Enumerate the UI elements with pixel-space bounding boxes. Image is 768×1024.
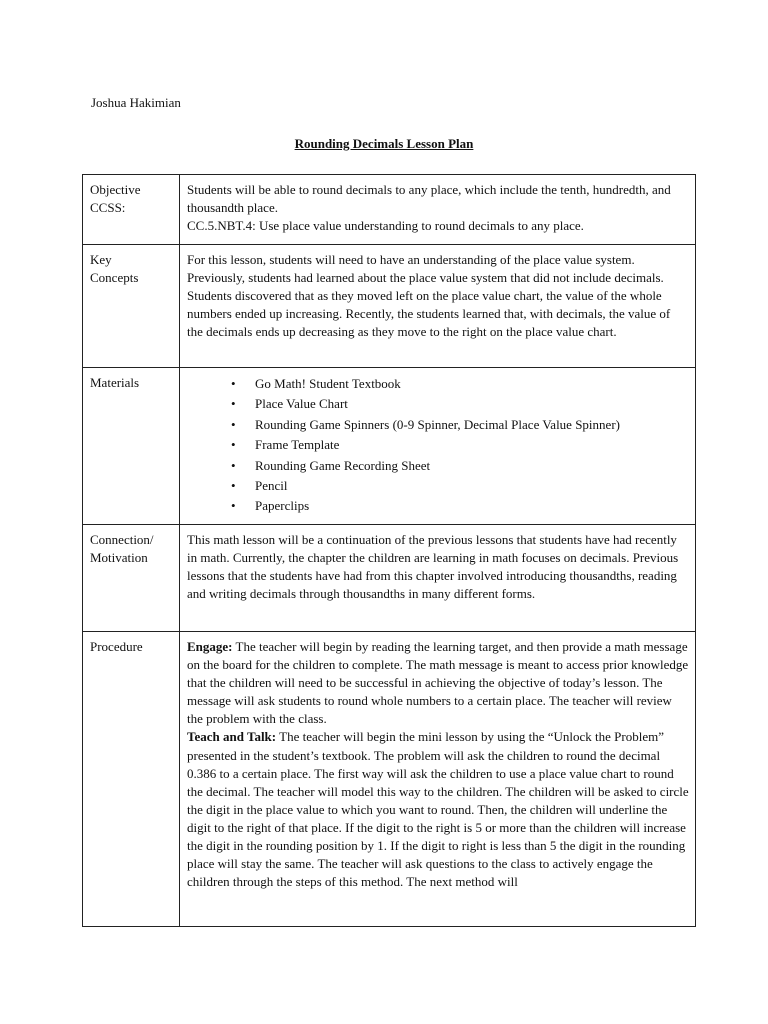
list-item: • Rounding Game Spinners (0-9 Spinner, Decimal Place Value Spinner) (255, 415, 689, 435)
objective-label-line1: Objective (90, 182, 141, 197)
connection-label-line2: Motivation (90, 550, 148, 566)
objective-text: Students will be able to round decimals to any place, which include the tenth, hundredth, and thousandth place. (187, 182, 671, 216)
objective-content-cell (180, 175, 696, 245)
engage-heading: Engage: (187, 639, 233, 654)
procedure-label: Procedure (90, 639, 143, 654)
key-concepts-label-line1: Key (90, 252, 112, 267)
list-item: • Go Math! Student Textbook (255, 374, 689, 394)
procedure-engage-paragraph (187, 638, 689, 728)
materials-list (187, 374, 689, 517)
key-concepts-text: For this lesson, students will need to have an understanding of the place value system. Previously, students had learned about the place value system that did not include decimals. Students discovered that as they moved left on the place value chart, the value of the whole numbers ended up increasing. Recently, the students learned that, with decimals, the value of the decimals ends up decreasing as they move to the right on the place value chart. (187, 252, 671, 340)
document-title-text: Rounding Decimals Lesson Plan (294, 136, 474, 151)
list-item: • Frame Template (255, 435, 689, 455)
teach-and-talk-text: The teacher will begin the mini lesson by using the “Unlock the Problem” presented in the student’s textbook. The problem will ask the children to round the decimal 0.386 to a certain place. The first way will ask the children to use a place value chart to round the decimal. The teacher will model this way to the children. The children will be asked to circle the digit in the place value to which you want to round. Then, the children will underline the digit to the right of that place. If the digit to the right is 5 or more than the children will increase the digit in the rounding position by 1. If the digit to right is less than 5 the digit in the rounding place will stay the same. The teacher will ask questions to the class to actively engage the children through the steps of this method. The next method will (187, 729, 689, 890)
materials-label-cell (83, 368, 180, 525)
procedure-teach-paragraph (187, 728, 689, 891)
table-row-procedure (83, 632, 696, 927)
list-item: • Pencil (255, 476, 689, 496)
table-row-connection (83, 525, 696, 632)
objective-standard-text: CC.5.NBT.4: Use place value understanding to round decimals to any place. (187, 218, 584, 234)
connection-text: This math lesson will be a continuation of the previous lessons that students have had recently in math. Currently, the chapter the children are learning in math focuses on decimals. Previous lessons that the students have had from this chapter involved introducing thousandths, reading and writing decimals through thousandths in many different forms. (187, 532, 679, 602)
connection-content-cell (180, 525, 696, 632)
procedure-content-cell (180, 632, 696, 927)
key-concepts-label-cell (83, 245, 180, 368)
list-item: • Paperclips (255, 496, 689, 516)
table-row-objective (83, 175, 696, 245)
list-item: • Place Value Chart (255, 394, 689, 414)
procedure-label-cell (83, 632, 180, 927)
document-title (0, 135, 768, 153)
materials-label: Materials (90, 375, 140, 390)
list-item: • Rounding Game Recording Sheet (255, 456, 689, 476)
objective-label-cell (83, 175, 180, 245)
key-concepts-content-cell (180, 245, 696, 368)
teach-and-talk-heading: Teach and Talk: (187, 729, 277, 745)
table-row-materials (83, 368, 696, 525)
connection-label-line1: Connection/ (90, 532, 154, 547)
engage-text: The teacher will begin by reading the learning target, and then provide a math message on the board for the children to complete. The math message is meant to access prior knowledge that the children will need to be successful in achieving the objective of today’s lesson. The message will ask students to round whole numbers to a certain place. The teacher will review the problem with the class. (187, 639, 689, 727)
materials-content-cell (180, 368, 696, 525)
lesson-plan-table (82, 174, 696, 927)
connection-label-cell (83, 525, 180, 632)
key-concepts-label-line2: Concepts (90, 270, 139, 286)
objective-label-line2: CCSS: (90, 200, 126, 216)
author-name: Joshua Hakimian (91, 95, 181, 110)
table-row-key-concepts (83, 245, 696, 368)
